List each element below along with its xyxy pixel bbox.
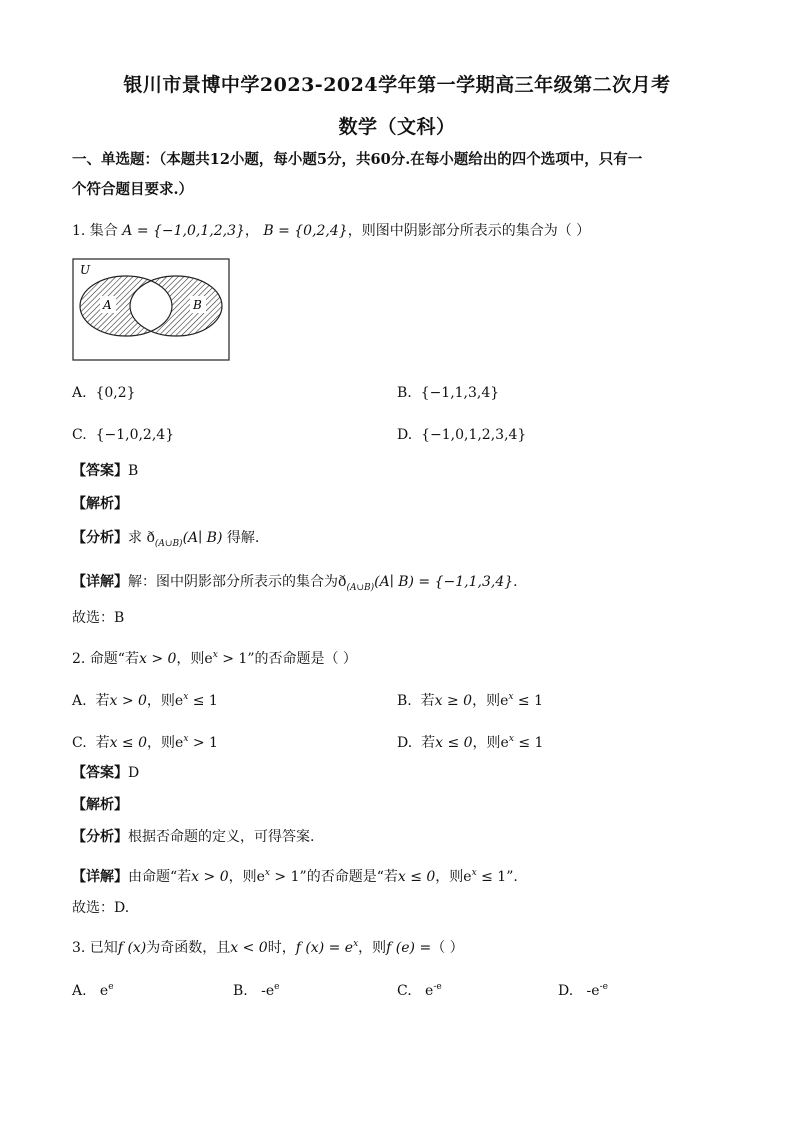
option-sup: e [274, 982, 280, 992]
detail-mid1: ，则 [228, 869, 257, 885]
option-label: A. [72, 385, 87, 401]
venn-u-label: U [80, 263, 91, 277]
option-label: C. [72, 735, 87, 751]
q2-choose: 故选：D. [72, 900, 130, 916]
option-sup: -e [599, 982, 608, 992]
q2-stem-post: ”的否命题是（ ） [247, 651, 357, 667]
complement-symbol: ð [146, 530, 155, 546]
option-pre: 若 [95, 735, 110, 751]
q1-suffix: ，则图中阴影部分所表示的集合为（ ） [347, 223, 591, 239]
q2-stem-cond: x > 0 [138, 651, 177, 667]
venn-diagram [72, 258, 232, 362]
option-value: {0,2} [95, 385, 136, 401]
q3-stem-pre: 3. 已知 [72, 940, 118, 956]
q3-stem-cond: x < 0 [230, 940, 268, 956]
q3-stem-func: f (x) [117, 940, 147, 956]
q3-stem-mid3: ，则 [358, 940, 387, 956]
detail-cond1: x > 0 [191, 869, 229, 885]
q1-option-d[interactable] [397, 425, 526, 445]
option-label: B. [397, 693, 412, 709]
option-rel: > 1 [188, 735, 218, 751]
q1-detail [72, 572, 518, 598]
option-sup: x [508, 692, 514, 702]
option-value: {−1,0,1,2,3,4} [421, 427, 527, 443]
venn-b-label: B [193, 298, 202, 312]
q2-stem-rel: > 1 [217, 651, 248, 667]
q1-choose: 故选：B [72, 610, 125, 626]
option-sup: e [108, 982, 114, 992]
option-base: -e [586, 983, 600, 999]
option-label: C. [72, 427, 87, 443]
q2-stem-sup: x [212, 650, 218, 660]
q1-analysis-tag: 【解析】 [72, 496, 128, 512]
detail-tag: 【详解】 [72, 869, 128, 885]
detail-tag: 【详解】 [72, 574, 128, 590]
option-base: e [425, 983, 434, 999]
option-pre: 若 [95, 693, 110, 709]
q3-stem-def: f (x) = e [295, 940, 354, 956]
section-heading: 一、单选题：（本题共12小题，每小题5分，共60分.在每小题给出的四个选项中，只有一 [72, 151, 643, 168]
detail-base1: e [256, 869, 265, 885]
answer-tag: 【答案】 [72, 765, 128, 781]
option-label: C. [397, 983, 412, 999]
complement-sub: (A∪B) [346, 583, 375, 593]
option-mid: ，则 [147, 735, 176, 751]
option-pre: 若 [421, 735, 436, 751]
q3-stem-query: f (e) = [386, 940, 432, 956]
question-2-stem [72, 645, 357, 669]
option-mid: ，则 [472, 735, 501, 751]
q2-stem-mid: ，则 [176, 651, 205, 667]
question-3-stem [72, 934, 464, 958]
answer-value: D [128, 765, 140, 781]
option-sup: x [508, 734, 514, 744]
complement-symbol: ð [338, 574, 347, 590]
detail-pre: 解：图中阴影部分所表示的集合为 [128, 574, 338, 590]
q1-prefix: 1. 集合 [72, 223, 118, 239]
detail-post: ”. [506, 869, 518, 885]
q3-stem-mid: 为奇函数，且 [146, 940, 231, 956]
q1-set-b: B = {0,2,4} [263, 223, 348, 239]
answer-value: B [128, 463, 139, 479]
q1-option-c[interactable] [72, 425, 174, 445]
option-sup: -e [433, 982, 442, 992]
option-base: e [500, 735, 509, 751]
option-label: B. [397, 385, 412, 401]
detail-base2: e [463, 869, 472, 885]
question-1-stem [72, 221, 590, 241]
option-base: e [174, 693, 184, 709]
q1-set-a: A = {−1,0,1,2,3} [122, 223, 245, 239]
venn-svg [72, 258, 232, 362]
option-label: D. [558, 983, 574, 999]
q2-fenxi [72, 827, 314, 847]
option-label: D. [397, 735, 413, 751]
option-cond: x ≤ 0 [435, 735, 473, 751]
q1-comma: ， [244, 223, 259, 239]
detail-rel1: > 1 [269, 869, 300, 885]
exam-subtitle: 数学（文科） [338, 116, 456, 138]
detail-cond2: x ≤ 0 [397, 869, 436, 885]
fenxi-post: 得解. [226, 530, 260, 546]
fenxi-expr: (A∣ B) [182, 530, 223, 546]
detail-rel2: ≤ 1 [476, 869, 507, 885]
q2-stem-pre: 2. 命题“若 [72, 651, 139, 667]
complement-sub: (A∪B) [154, 539, 183, 549]
q3-stem-post: （ ） [431, 940, 464, 956]
q2-analysis-tag: 【解析】 [72, 797, 128, 813]
option-base: -e [261, 983, 275, 999]
detail-post: . [513, 574, 518, 590]
q2-option-b[interactable] [397, 687, 543, 711]
option-cond: x > 0 [109, 693, 147, 709]
q1-answer [72, 461, 138, 481]
q3-option-d[interactable] [558, 977, 608, 1001]
detail-expr: (A∣ B) = {−1,1,3,4} [374, 574, 514, 590]
option-rel: ≤ 1 [513, 693, 544, 709]
detail-sup1: x [264, 868, 270, 878]
option-sup: x [183, 692, 189, 702]
option-base: e [175, 735, 184, 751]
detail-mid2: ，则 [435, 869, 464, 885]
q2-option-a[interactable] [72, 687, 218, 711]
q2-option-c[interactable] [72, 729, 218, 753]
option-label: A. [72, 983, 87, 999]
exam-title: 银川市景博中学2023-2024学年第一学期高三年级第二次月考 [123, 74, 671, 96]
q2-answer [72, 763, 139, 783]
option-rel: ≤ 1 [513, 735, 544, 751]
option-label: B. [233, 983, 248, 999]
q3-stem-sup: x [353, 939, 359, 949]
fenxi-text: 根据否命题的定义，可得答案. [128, 829, 315, 845]
q1-option-b[interactable] [397, 383, 499, 403]
q2-stem-base: e [204, 651, 213, 667]
option-cond: x ≥ 0 [434, 693, 473, 709]
q1-fenxi [72, 528, 259, 554]
detail-mid: ”的否命题是“若 [299, 869, 398, 885]
option-value: {−1,1,3,4} [420, 385, 500, 401]
option-base: e [500, 693, 509, 709]
option-mid: ，则 [146, 693, 175, 709]
detail-sup2: x [471, 868, 477, 878]
option-cond: x ≤ 0 [109, 735, 148, 751]
q2-detail [72, 863, 518, 887]
q3-stem-mid2: 时， [267, 940, 296, 956]
fenxi-tag: 【分析】 [72, 829, 128, 845]
q2-option-d[interactable] [397, 729, 543, 753]
answer-tag: 【答案】 [72, 463, 128, 479]
option-mid: ，则 [472, 693, 501, 709]
option-base: e [99, 983, 109, 999]
detail-pre: 由命题“若 [128, 869, 192, 885]
venn-a-label: A [103, 298, 112, 312]
q3-option-c[interactable] [397, 977, 442, 1001]
q3-option-b[interactable] [233, 977, 279, 1001]
option-label: A. [72, 693, 87, 709]
fenxi-tag: 【分析】 [72, 530, 128, 546]
fenxi-pre: 求 [128, 530, 142, 546]
q3-option-a[interactable] [72, 977, 114, 1001]
option-value: {−1,0,2,4} [95, 427, 175, 443]
option-pre: 若 [420, 693, 435, 709]
q1-option-a[interactable] [72, 383, 136, 403]
option-rel: ≤ 1 [188, 693, 218, 709]
option-label: D. [397, 427, 413, 443]
section-heading-cont: 个符合题目要求.） [72, 181, 194, 198]
option-sup: x [183, 734, 189, 744]
